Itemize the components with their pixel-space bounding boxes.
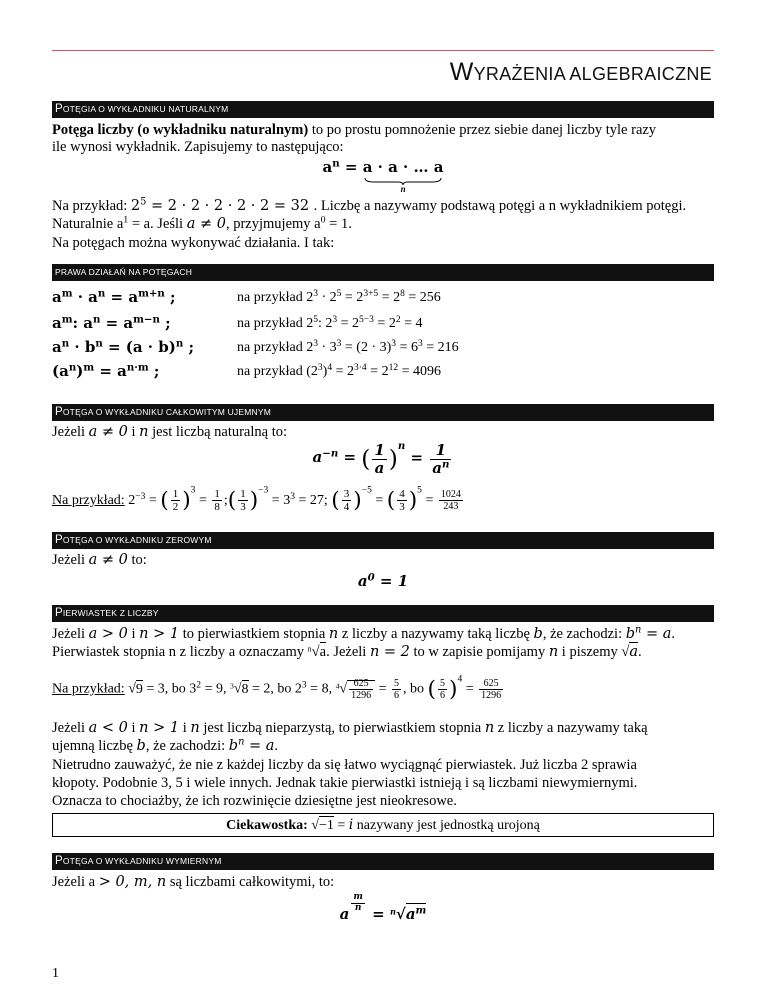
root-examples: Na przykład: √9 = 3, bo $3^2 = 9$, $^3$√8 = 2, bo $2^3 = 8$, $^4$√ $\frac{625}{1296}$ = $\frac{5}{6}$ , bo ( $\frac{5}{6}$ )$^4$ = $\frac{625}{1296}$	[52, 674, 502, 702]
negative-examples: Na przykład: $2^{-3}$ = ( $\frac{1}{2}$ )$^3$ = $\frac{1}{8}$ ;( $\frac{1}{3}$ )$^{-3} = 3^3 = 27$; ( $\frac{3}{4}$ )$^{-5}$ = ( $\frac{4}{3}$ )$^5$ = $\frac{1024}{243}$	[52, 485, 461, 514]
section-heading-laws: PRAWA DZIAŁAŃ NA POTĘGACH	[52, 264, 714, 281]
natural-line: Naturalnie $a^1 = a$. Jeśli a ≠ 0, przyjmujemy $a^0 = 1$.	[52, 214, 352, 232]
operations-intro: Na potęgach można wykonywać działania. I tak:	[52, 235, 335, 251]
negative-intro: Jeżeli a ≠ 0 i n jest liczbą naturalną to:	[52, 424, 288, 440]
curiosity-box: Ciekawostka: √−1 = i nazywany jest jednostką urojoną	[52, 813, 714, 837]
formula-negative-exponent: $a^{-n}$ = ( $\frac{1}{a}$ )$^n$ = $\frac{1}{a^n}$	[312, 440, 450, 477]
section-heading-root: PIERWIASTEK Z LICZBY	[52, 605, 714, 622]
header-rule	[52, 50, 714, 51]
section-heading-natural: POTĘGIA O WYKŁADNIKU NATURALNYM	[52, 101, 714, 118]
law-row-power-of-power: $(a^n)^m = a^{n\cdot m}$ ; na przykład $(2^3)^4 = 2^{3\cdot 4} = 2^{12} = 4096$	[52, 361, 441, 380]
section-heading-zero: POTĘGA O WYKŁADNIKU ZEROWYM	[52, 532, 714, 549]
irrational-paragraph-2: kłopoty. Podobnie 3, 5 i wiele innych. Jednak takie pierwiastki istnieją i są liczbami niewymiernymi.	[52, 775, 638, 791]
page-title: WYRAŻENIA ALGEBRAICZNE	[449, 58, 712, 86]
rational-intro: Jeżeli a > 0, m, n są liczbami całkowitymi, to:	[52, 874, 335, 890]
formula-power-definition: $a^n = a \cdot a$ · … a n	[322, 157, 444, 194]
definition-line-1: Potęga liczby (o wykładniku naturalnym) to po prostu pomnożenie przez siebie danej liczby tyle razy	[52, 122, 657, 138]
law-row-divide: $a^m$: $a^n = a^{m-n}$ ; na przykład $2^5$: $2^3 = 2^{5-3} = 2^2 = 4$	[52, 313, 423, 332]
zero-intro: Jeżeli a ≠ 0 to:	[52, 552, 147, 568]
section-heading-rational: POTĘGA O WYKŁADNIKU WYMIERNYM	[52, 853, 714, 870]
formula-rational-exponent: a $^{\frac{m}{n}}$ = $^n√a^m$	[339, 892, 427, 923]
root-definition-line-2: Pierwiastek stopnia n z liczby a oznaczamy $^n$√a. Jeżeli n = 2 to w zapisie pomijamy n i piszemy √a.	[52, 644, 642, 660]
root-negative-line-1: Jeżeli a < 0 i n > 1 i n jest liczbą nieparzystą, to pierwiastkiem stopnia n z liczby a nazywamy taką	[52, 720, 648, 736]
irrational-paragraph-1: Nietrudno zauważyć, że nie z każdej liczby da się łatwo wyciągnąć pierwiastek. Już liczba 2 sprawia	[52, 757, 637, 773]
law-row-multiply: $a^m \cdot a^n = a^{m+n}$ ; na przykład $2^3 \cdot 2^5 = 2^{3+5} = 2^8 = 256$	[52, 287, 441, 306]
definition-line-2: ile wynosi wykładnik. Zapisujemy to następująco:	[52, 139, 344, 155]
formula-zero-exponent: $a^0 = 1$	[357, 571, 409, 590]
example-line-power: Na przykład: $2^5 = 2 \cdot 2 \cdot 2 \cdot 2 \cdot 2 = 32$ . Liczbę a nazywamy podstawą potęgi a n wykładnikiem potęgi.	[52, 196, 687, 214]
page-number: 1	[52, 966, 59, 981]
root-negative-line-2: ujemną liczbę b, że zachodzi: $b^n = a$.	[52, 736, 279, 754]
law-row-product: $a^n \cdot b^n = (a \cdot b)^n$ ; na przykład $2^3 \cdot 3^3 = (2 \cdot 3)^3 = 6^3 = 216$	[52, 337, 459, 356]
root-definition-line-1: Jeżeli a > 0 i n > 1 to pierwiastkiem stopnia n z liczby a nazywamy taką liczbę b, że zachodzi: $b^n = a$.	[52, 624, 676, 642]
section-heading-negative: POTĘGA O WYKŁADNIKU CAŁKOWITYM UJEMNYM	[52, 404, 714, 421]
irrational-paragraph-3: Oznacza to chociażby, że ich rozwinięcie dziesiętne jest nieokresowe.	[52, 793, 457, 809]
